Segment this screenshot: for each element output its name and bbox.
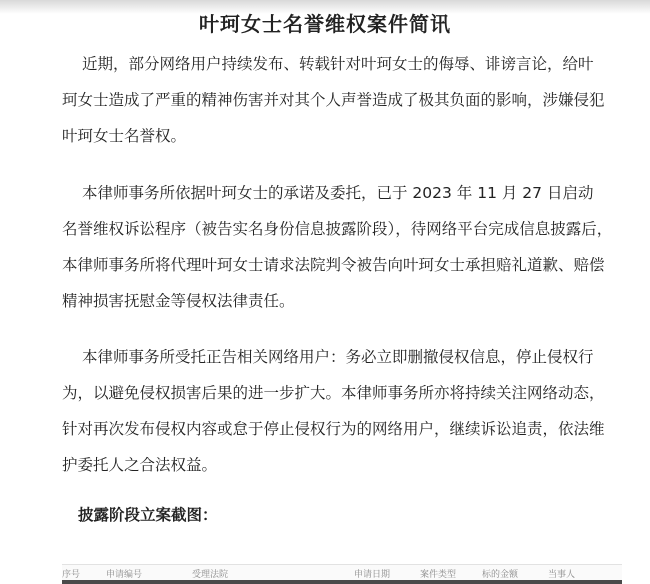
paragraph-1-line-2: 珂女士造成了严重的精神伤害并对其个人声誉造成了极其负面的影响，涉嫌侵犯 — [62, 91, 605, 109]
column-header-date: 申请日期 — [354, 570, 391, 580]
paragraph-1-line-3: 叶珂女士名誉权。 — [62, 127, 187, 145]
paragraph-3-line-1: 本律师事务所受托正告相关网络用户：务必立即删撤侵权信息，停止侵权行 — [82, 348, 594, 366]
paragraph-3 — [62, 339, 622, 483]
column-header-application-no: 申请编号 — [106, 570, 143, 580]
paragraph-2-line-1: 本律师事务所依据叶珂女士的承诺及委托，已于 2023 年 11 月 27 日启动 — [82, 184, 594, 202]
paragraph-3-line-2: 为，以避免侵权损害后果的进一步扩大。本律师事务所亦将持续关注网络动态， — [62, 384, 605, 402]
paragraph-3-line-3: 针对再次发布侵权内容或怠于停止侵权行为的网络用户，继续诉讼追责，依法维 — [62, 420, 605, 438]
case-table-first-row — [62, 580, 622, 584]
column-header-party: 当事人 — [548, 570, 576, 580]
column-header-index: 序号 — [62, 570, 81, 580]
column-header-court: 受理法院 — [192, 570, 229, 580]
section-label: 披露阶段立案截图： — [78, 506, 218, 524]
paragraph-2-line-4: 精神损害抚慰金等侵权法律责任。 — [62, 292, 295, 310]
paragraph-1 — [62, 46, 622, 154]
column-header-amount: 标的金额 — [482, 570, 519, 580]
paragraph-1-line-1: 近期，部分网络用户持续发布、转载针对叶珂女士的侮辱、诽谤言论，给叶 — [82, 55, 594, 73]
column-header-case-type: 案件类型 — [420, 570, 457, 580]
paragraph-3-line-4: 护委托人之合法权益。 — [62, 456, 218, 474]
paragraph-2 — [62, 175, 622, 319]
paragraph-2-line-3: 本律师事务所将代理叶珂女士请求法院判令被告向叶珂女士承担赔礼道歉、赔偿 — [62, 256, 605, 274]
document-title: 叶珂女士名誉维权案件简讯 — [199, 12, 451, 36]
case-table-header — [62, 564, 622, 581]
paragraph-2-line-2: 名誉维权诉讼程序（被告实名身份信息披露阶段），待网络平台完成信息披露后， — [62, 220, 613, 238]
